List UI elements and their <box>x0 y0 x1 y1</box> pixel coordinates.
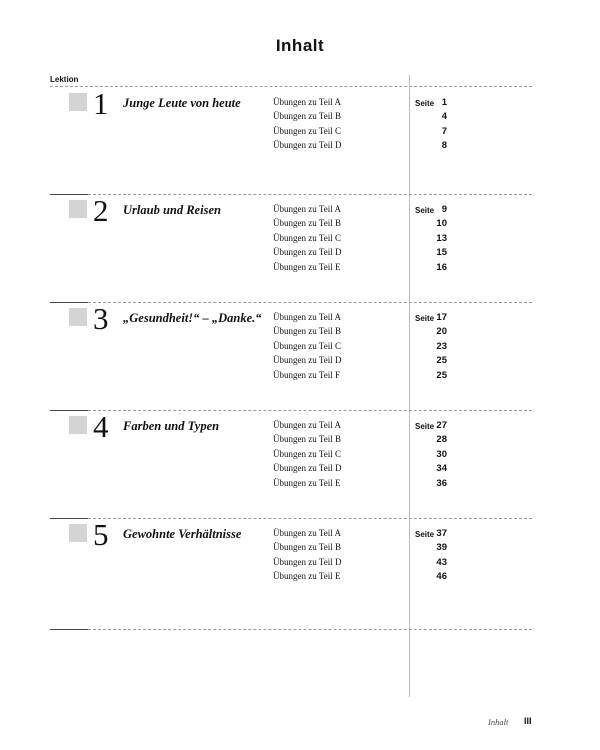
seite-label: Seite <box>415 313 435 323</box>
seite-label: Seite <box>415 421 435 431</box>
lesson-title: Farben und Typen <box>123 419 220 433</box>
header-rule <box>50 86 532 87</box>
page-number: 43 <box>436 556 447 568</box>
exercise-entry: Übungen zu Teil B <box>273 326 341 337</box>
page-number: 39 <box>436 542 447 554</box>
lesson-number: 4 <box>93 409 109 444</box>
section-rule-solid <box>50 302 88 303</box>
page-number: 25 <box>436 369 447 381</box>
exercise-entry: Übungen zu Teil C <box>273 340 341 351</box>
exercise-entry: Übungen zu Teil B <box>273 218 341 229</box>
exercise-entry: Übungen zu Teil D <box>273 556 342 567</box>
page-number: 10 <box>436 218 447 230</box>
lesson-title: Junge Leute von heute <box>123 96 241 110</box>
page-number: 37 <box>436 528 447 539</box>
lesson-number: 1 <box>93 86 109 121</box>
seite-label: Seite <box>415 529 435 539</box>
exercise-entry: Übungen zu Teil F <box>273 369 340 380</box>
exercise-entry: Übungen zu Teil A <box>273 312 341 322</box>
exercise-entry: Übungen zu Teil D <box>273 355 342 366</box>
exercise-entry: Übungen zu Teil A <box>273 97 341 107</box>
lesson-number: 2 <box>93 193 109 228</box>
exercise-entry: Übungen zu Teil C <box>273 448 341 459</box>
page-number: 16 <box>436 261 447 273</box>
page-number: 8 <box>441 140 447 152</box>
exercise-entry: Übungen zu Teil D <box>273 247 342 258</box>
bottom-rule-solid <box>50 629 88 630</box>
exercise-entry: Übungen zu Teil E <box>273 261 341 272</box>
exercise-entry: Übungen zu Teil C <box>273 232 341 243</box>
exercise-entry: Übungen zu Teil A <box>273 204 341 214</box>
page-number: 20 <box>436 326 447 338</box>
section-rule-solid <box>50 410 88 411</box>
footer-page-number: III <box>524 716 532 726</box>
section-rule-dashed <box>88 302 532 303</box>
page-number: 28 <box>436 434 447 446</box>
page-number: 4 <box>441 111 447 123</box>
exercise-entry: Übungen zu Teil C <box>273 125 341 136</box>
footer-section-name: Inhalt <box>488 717 509 727</box>
page-number: 36 <box>436 477 447 489</box>
lesson-title: „Gesundheit!“ – „Danke.“ <box>123 311 262 325</box>
lesson-marker-box <box>69 524 87 542</box>
section-rule-dashed <box>88 410 532 411</box>
page-number: 23 <box>436 340 447 352</box>
section-rule-dashed <box>88 518 532 519</box>
page-number: 13 <box>436 232 447 244</box>
exercise-entry: Übungen zu Teil A <box>273 420 341 430</box>
exercise-entry: Übungen zu Teil B <box>273 111 341 122</box>
bottom-rule-dashed <box>88 629 532 630</box>
page-number: 30 <box>436 448 447 460</box>
exercise-entry: Übungen zu Teil E <box>273 477 341 488</box>
page-number: 9 <box>441 204 447 215</box>
section-rule-solid <box>50 518 88 519</box>
lesson-number: 5 <box>93 517 109 552</box>
page-number: 34 <box>436 463 447 475</box>
exercise-entry: Übungen zu Teil B <box>273 434 341 445</box>
page-title: Inhalt <box>275 36 325 55</box>
seite-label: Seite <box>415 205 435 215</box>
page-number: 17 <box>436 312 447 323</box>
column-divider <box>409 75 410 697</box>
exercise-entry: Übungen zu Teil D <box>273 140 342 151</box>
exercise-entry: Übungen zu Teil B <box>273 542 341 553</box>
lesson-title: Gewohnte Verhältnisse <box>123 527 242 541</box>
section-rule-dashed <box>88 194 532 195</box>
exercise-entry: Übungen zu Teil E <box>273 571 341 582</box>
page-number: 7 <box>441 125 447 137</box>
section-rule-solid <box>50 194 88 195</box>
page-number: 25 <box>436 355 447 367</box>
lesson-number: 3 <box>93 301 109 336</box>
lesson-marker-box <box>69 416 87 434</box>
seite-label: Seite <box>415 98 435 108</box>
page-number: 15 <box>436 247 447 259</box>
lesson-marker-box <box>69 93 87 111</box>
page-number: 1 <box>441 97 447 108</box>
exercise-entry: Übungen zu Teil D <box>273 463 342 474</box>
exercise-entry: Übungen zu Teil A <box>273 528 341 538</box>
lesson-title: Urlaub und Reisen <box>123 203 221 217</box>
page-number: 27 <box>436 420 447 431</box>
lektion-column-label: Lektion <box>50 75 79 84</box>
lesson-marker-box <box>69 200 87 218</box>
lesson-marker-box <box>69 308 87 326</box>
page-number: 46 <box>436 571 447 583</box>
